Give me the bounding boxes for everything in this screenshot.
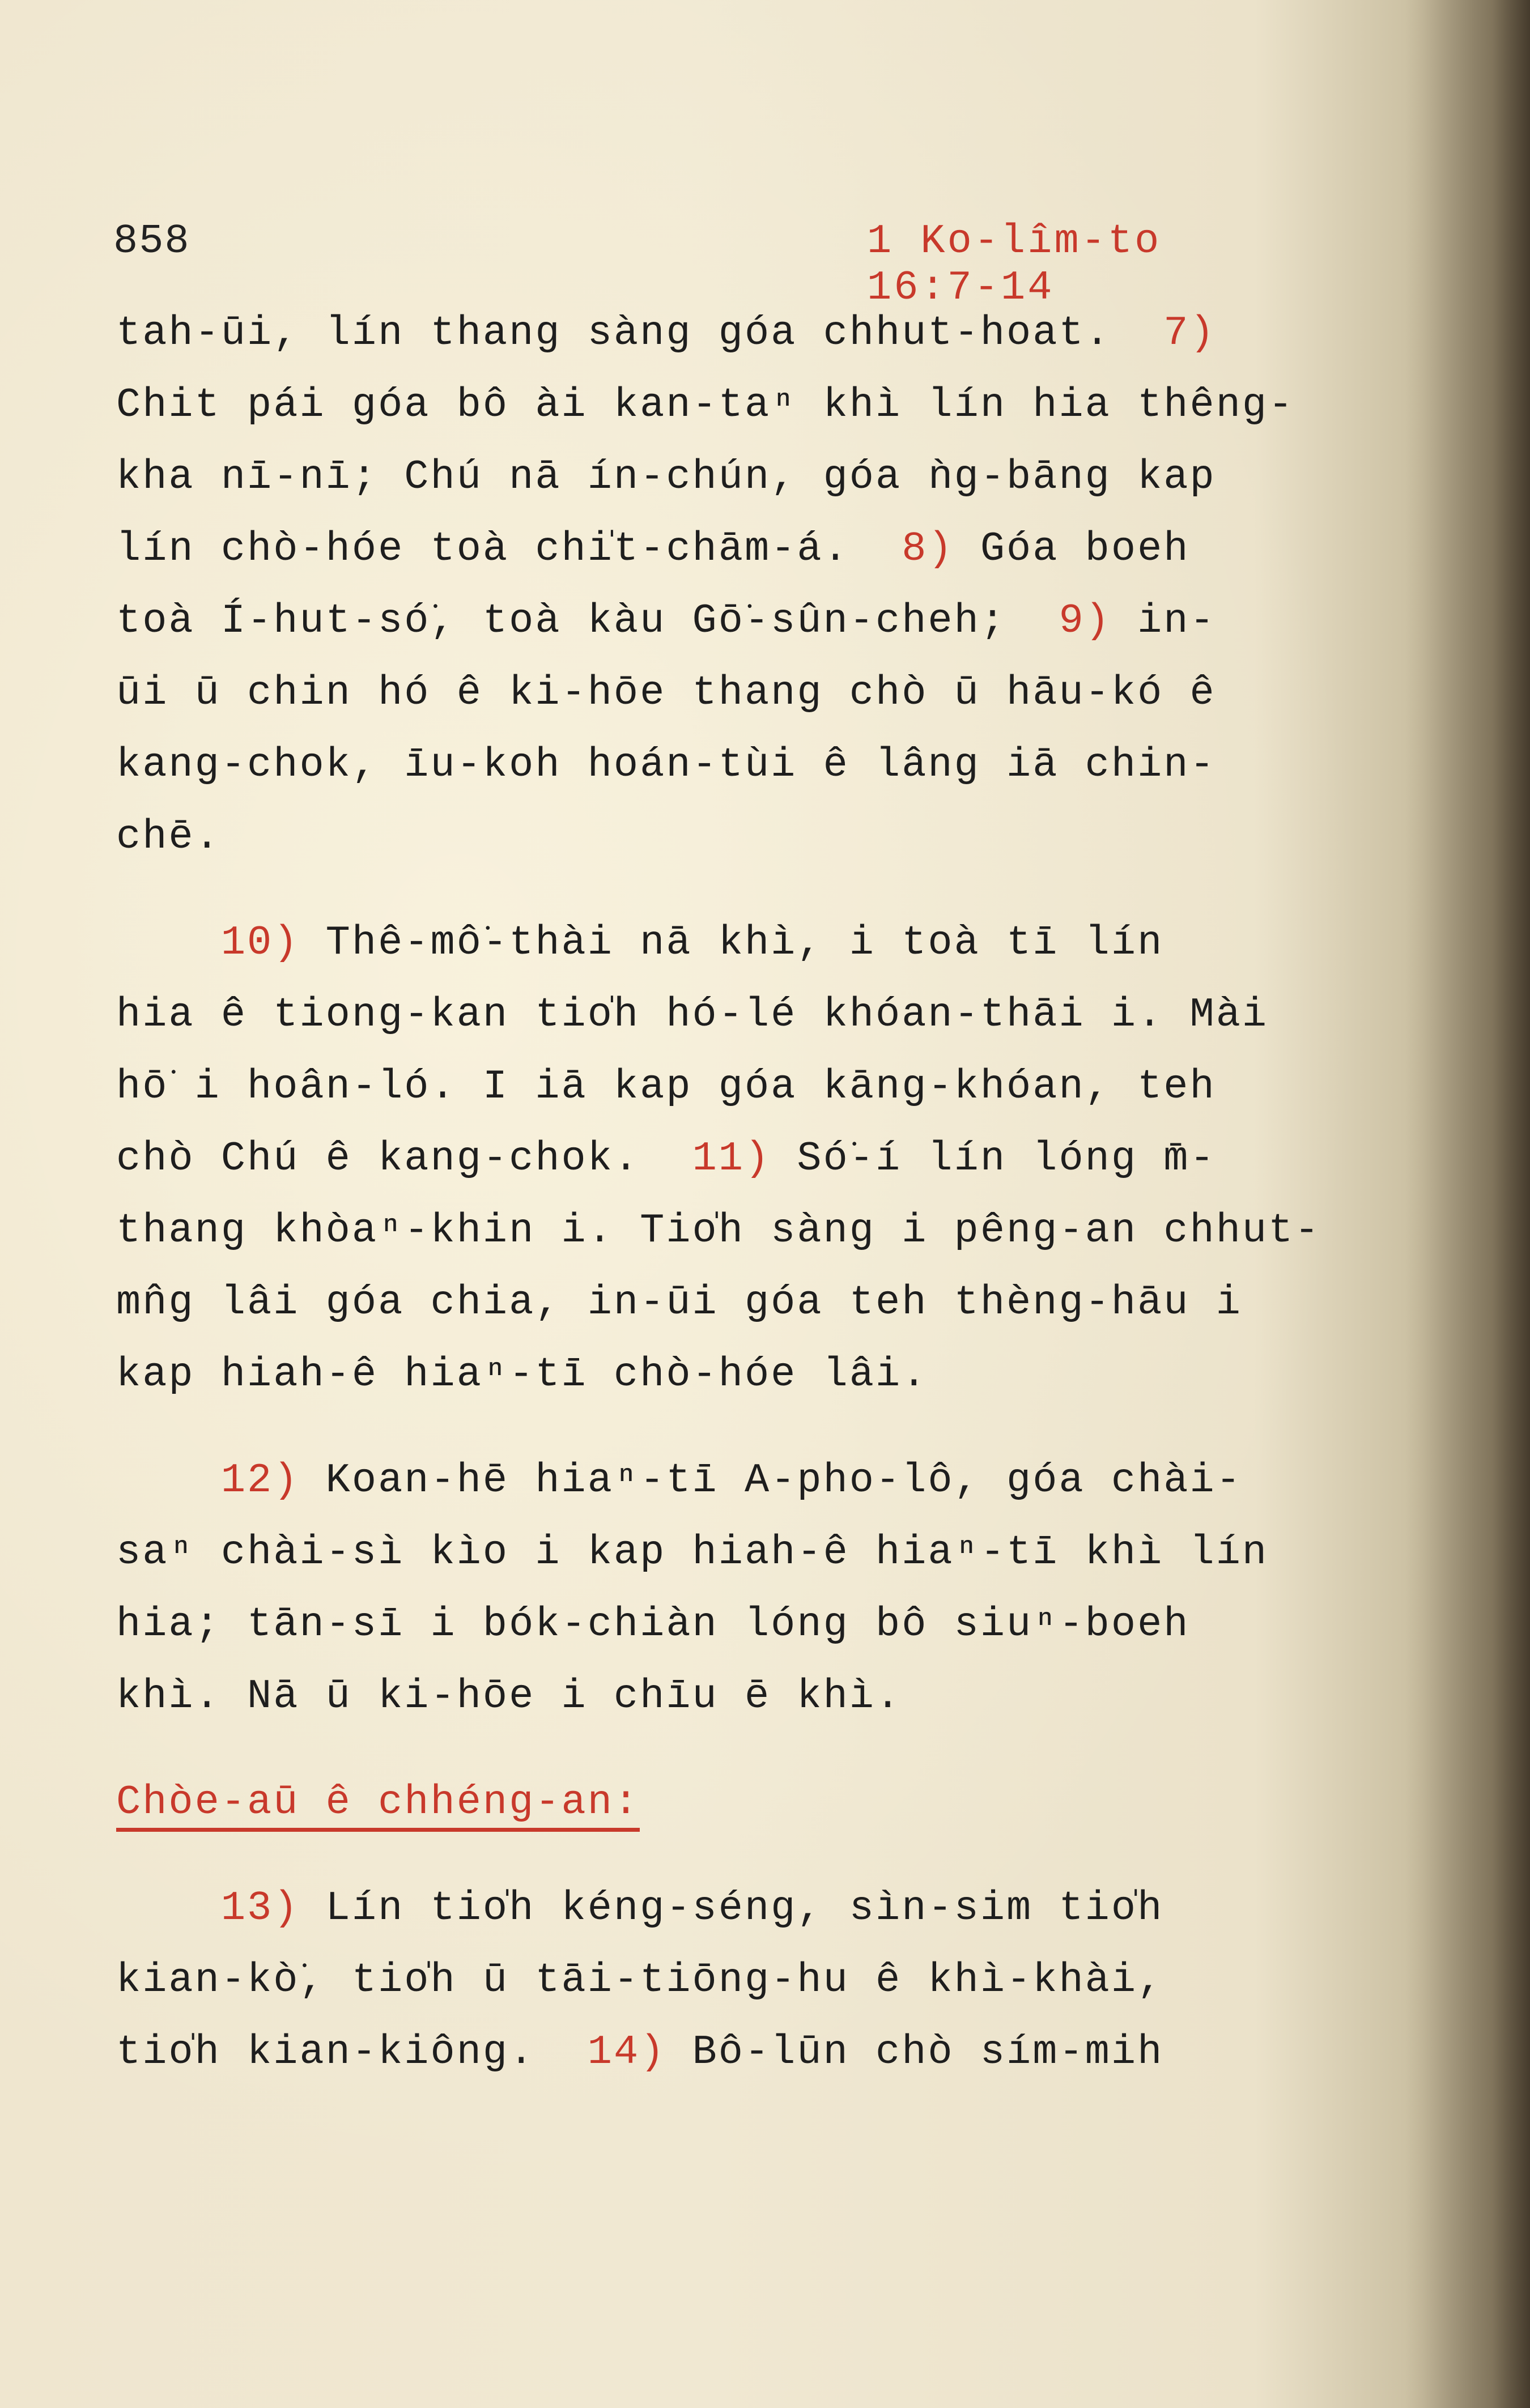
paragraph-gap xyxy=(116,873,1436,907)
text-line xyxy=(116,1445,1436,1517)
text-line xyxy=(116,1123,1436,1195)
paragraph xyxy=(116,907,1436,1411)
verse-text: hia; tān-sī i bók-chiàn lóng bô siuⁿ-boeh xyxy=(116,1601,1190,1648)
verse-text xyxy=(116,1457,221,1504)
text-line xyxy=(116,297,1436,369)
text-line xyxy=(116,2016,1436,2088)
verse-text: Lín tio̍h kéng-séng, sìn-sim tio̍h xyxy=(299,1885,1164,1931)
verse-text xyxy=(116,920,221,966)
verse-text: lín chò-hóe toà chi̍t-chām-á. xyxy=(116,526,902,572)
verse-number: 10) xyxy=(220,920,300,966)
verse-text: mn̂g lâi góa chia, in-ūi góa teh thèng-hāu i xyxy=(116,1279,1242,1326)
page-number: 858 xyxy=(113,218,190,265)
verse-text: Só͘-í lín lóng m̄- xyxy=(771,1135,1216,1182)
verse-text: thang khòaⁿ-khin i. Tio̍h sàng i pêng-an chhut- xyxy=(116,1207,1321,1254)
verse-text: Góa boeh xyxy=(954,526,1190,572)
text-line xyxy=(116,369,1436,441)
text-line xyxy=(116,1661,1436,1733)
verse-text: hō͘ i hoân-ló. I iā kap góa kāng-khóan, teh xyxy=(116,1063,1216,1110)
text-line xyxy=(116,1589,1436,1661)
verse-text: Chit pái góa bô ài kan-taⁿ khì lín hia thêng- xyxy=(116,382,1295,428)
verse-text: chē. xyxy=(116,814,221,860)
verse-text: saⁿ chài-sì kìo i kap hiah-ê hiaⁿ-tī khì lín xyxy=(116,1529,1269,1576)
verse-text: kha nī-nī; Chú nā ín-chún, góa ǹg-bāng kap xyxy=(116,454,1216,500)
page-header xyxy=(113,218,1303,311)
paragraph xyxy=(116,297,1436,873)
verse-text: toà Í-hut-só͘, toà kàu Gō͘-sûn-cheh; xyxy=(116,598,1059,644)
verse-text: kap hiah-ê hiaⁿ-tī chò-hóe lâi. xyxy=(116,1351,928,1398)
verse-number: 7) xyxy=(1163,310,1216,356)
running-head: 1 Ko-lîm-to 16:7-14 xyxy=(867,218,1162,311)
verse-number: 11) xyxy=(692,1135,771,1182)
verse-text: khì. Nā ū ki-hōe i chīu ē khì. xyxy=(116,1673,902,1720)
text-line xyxy=(116,513,1436,585)
verse-text: chò Chú ê kang-chok. xyxy=(116,1135,692,1182)
verse-number: 9) xyxy=(1059,598,1111,644)
verse-text: tio̍h kian-kiông. xyxy=(116,2029,588,2075)
verse-number: 13) xyxy=(220,1885,300,1931)
text-line xyxy=(116,907,1436,979)
text-line xyxy=(116,1945,1436,2016)
section-heading-text: Chòe-aū ê chhéng-an: xyxy=(116,1779,640,1832)
verse-text: hia ê tiong-kan tio̍h hó-lé khóan-thāi i. Mài xyxy=(116,992,1269,1038)
text-line xyxy=(116,1517,1436,1589)
text-line xyxy=(116,1267,1436,1339)
text-line xyxy=(116,585,1436,657)
text-line xyxy=(116,1339,1436,1411)
text-line xyxy=(116,657,1436,729)
verse-text: Bô-lūn chò sím-mih xyxy=(666,2029,1164,2075)
paragraph-gap xyxy=(116,1733,1436,1767)
paragraph xyxy=(116,1445,1436,1733)
paragraphs xyxy=(116,297,1436,1733)
verse-text: in- xyxy=(1111,598,1216,644)
verse-number: 14) xyxy=(587,2029,666,2075)
paragraph-gap xyxy=(116,1411,1436,1445)
text-line xyxy=(116,1051,1436,1123)
verse-text: tah-ūi, lín thang sàng góa chhut-hoat. xyxy=(116,310,1164,356)
final-paragraph xyxy=(116,1873,1436,2088)
verse-text: Thê-mô͘-thài nā khì, i toà tī lín xyxy=(299,920,1164,966)
verse-text xyxy=(116,1885,221,1931)
text-line xyxy=(116,441,1436,513)
verse-number: 12) xyxy=(220,1457,300,1504)
paragraph-gap xyxy=(116,1839,1436,1873)
section-heading xyxy=(116,1767,1436,1839)
body-text xyxy=(116,297,1436,2088)
verse-text: Koan-hē hiaⁿ-tī A-pho-lô, góa chài- xyxy=(299,1457,1242,1504)
text-line xyxy=(116,1195,1436,1267)
verse-text: kang-chok, īu-koh hoán-tùi ê lâng iā chin- xyxy=(116,742,1216,788)
verse-text: ūi ū chin hó ê ki-hōe thang chò ū hāu-kó ê xyxy=(116,670,1216,716)
verse-text: kian-kò͘, tio̍h ū tāi-tiōng-hu ê khì-khài, xyxy=(116,1957,1164,2003)
text-line xyxy=(116,979,1436,1051)
text-line xyxy=(116,801,1436,873)
verse-number: 8) xyxy=(902,526,954,572)
text-line xyxy=(116,729,1436,801)
text-line xyxy=(116,1873,1436,1945)
